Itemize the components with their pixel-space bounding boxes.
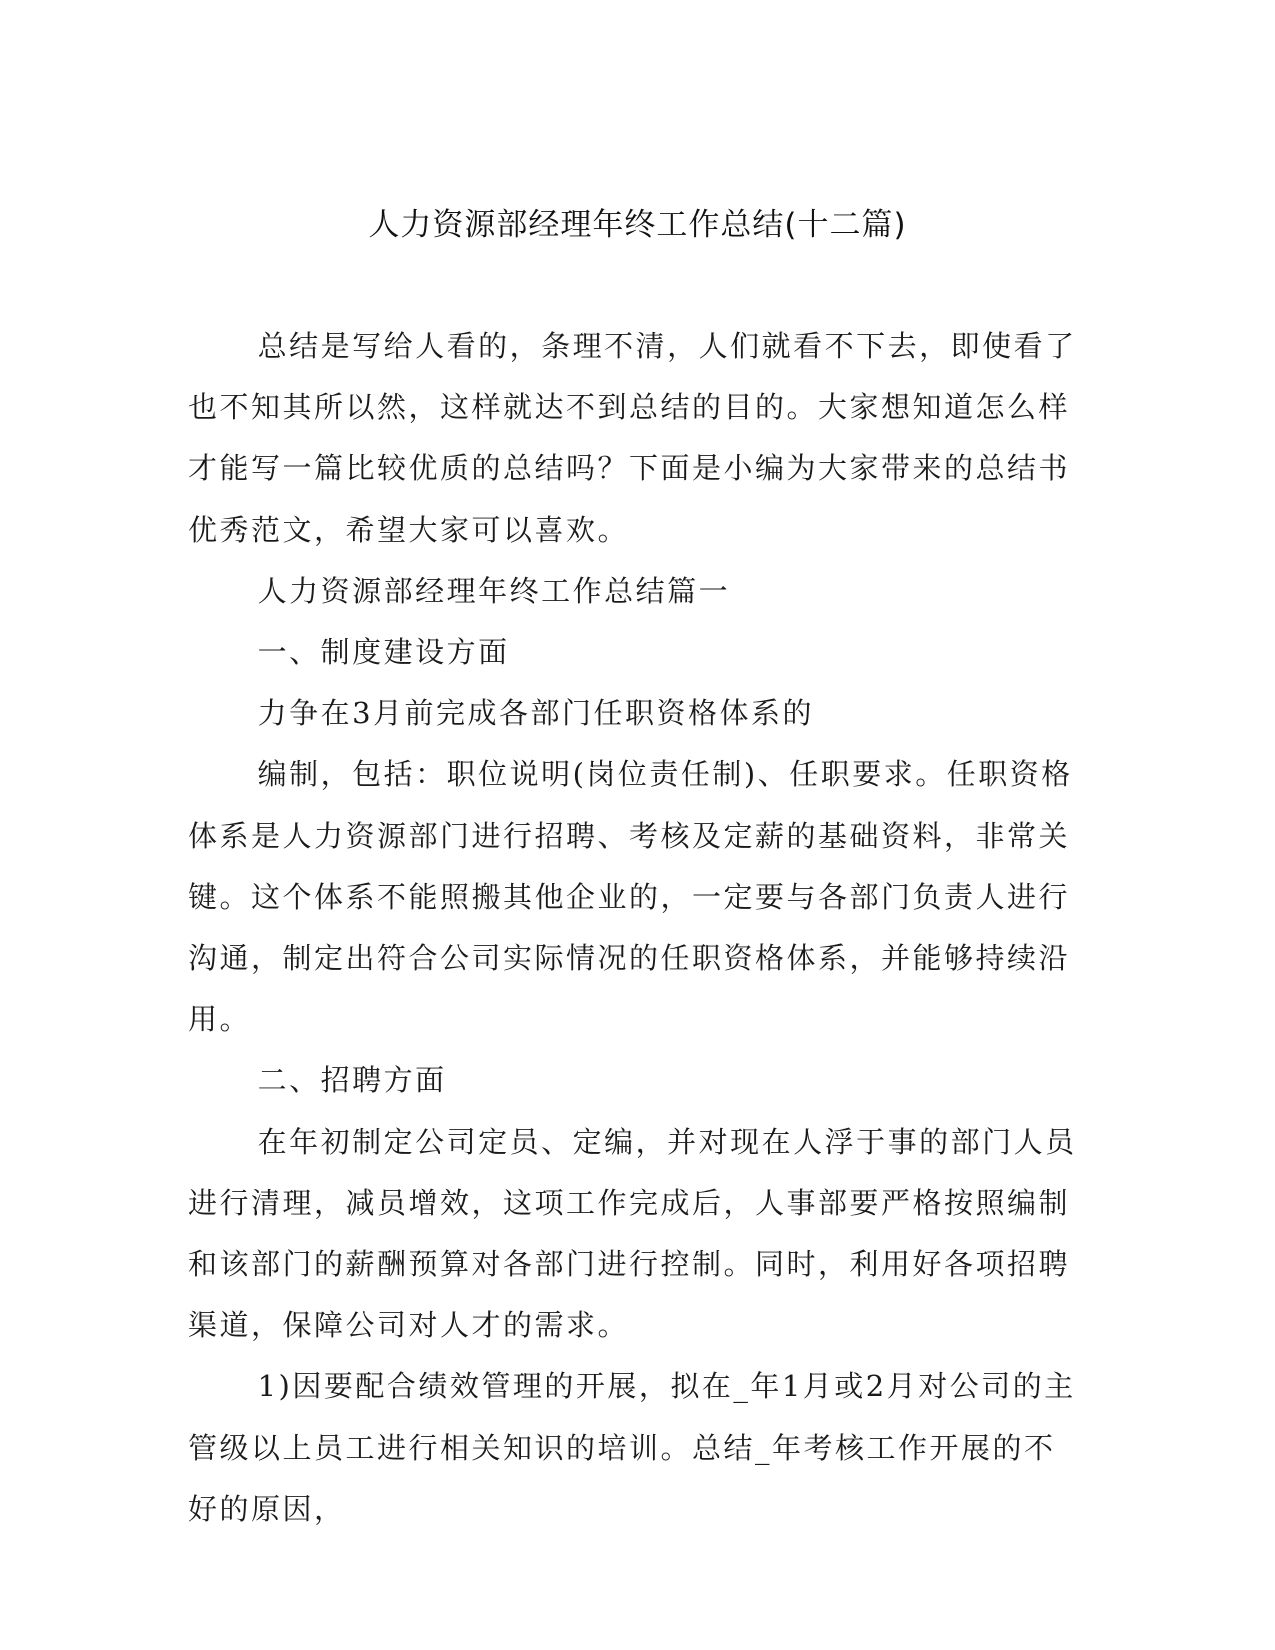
intro-paragraph: 总结是写给人看的，条理不清，人们就看不下去，即使看了也不知其所以然，这样就达不到总结的目的。大家想知道怎么样才能写一篇比较优质的总结吗？下面是小编为大家带来的总结书优秀范文，希望大家可以喜欢。 <box>188 329 1077 547</box>
paragraph-recruitment: 在年初制定公司定员、定编，并对现在人浮于事的部门人员进行清理，减员增效，这项工作完成后，人事部要严格按照编制和该部门的薪酬预算对各部门进行控制。同时，利用好各项招聘渠道，保障公司对人才的需求。 <box>188 1124 1077 1343</box>
paragraph-training: 1)因要配合绩效管理的开展，拟在_年1月或2月对公司的主管级以上员工进行相关知识的培训。总结_年考核工作开展的不好的原因， <box>188 1369 1076 1526</box>
paragraph-qualification-deadline: 力争在3月前完成各部门任职资格体系的 <box>257 696 815 731</box>
document-body <box>188 316 1078 1540</box>
heading-recruitment: 二、招聘方面 <box>257 1063 447 1098</box>
heading-system-building: 一、制度建设方面 <box>257 635 510 670</box>
paragraph-qualification-system: 编制，包括：职位说明(岗位责任制)、任职要求。任职资格体系是人力资源部门进行招聘、考核及定薪的基础资料，非常关键。这个体系不能照搬其他企业的，一定要与各部门负责人进行沟通，制定出符合公司实际情况的任职资格体系，并能够持续沿用。 <box>188 757 1073 1037</box>
section-heading-part-one: 人力资源部经理年终工作总结篇一 <box>257 573 731 608</box>
document-title: 人力资源部经理年终工作总结(十二篇) <box>368 207 907 243</box>
